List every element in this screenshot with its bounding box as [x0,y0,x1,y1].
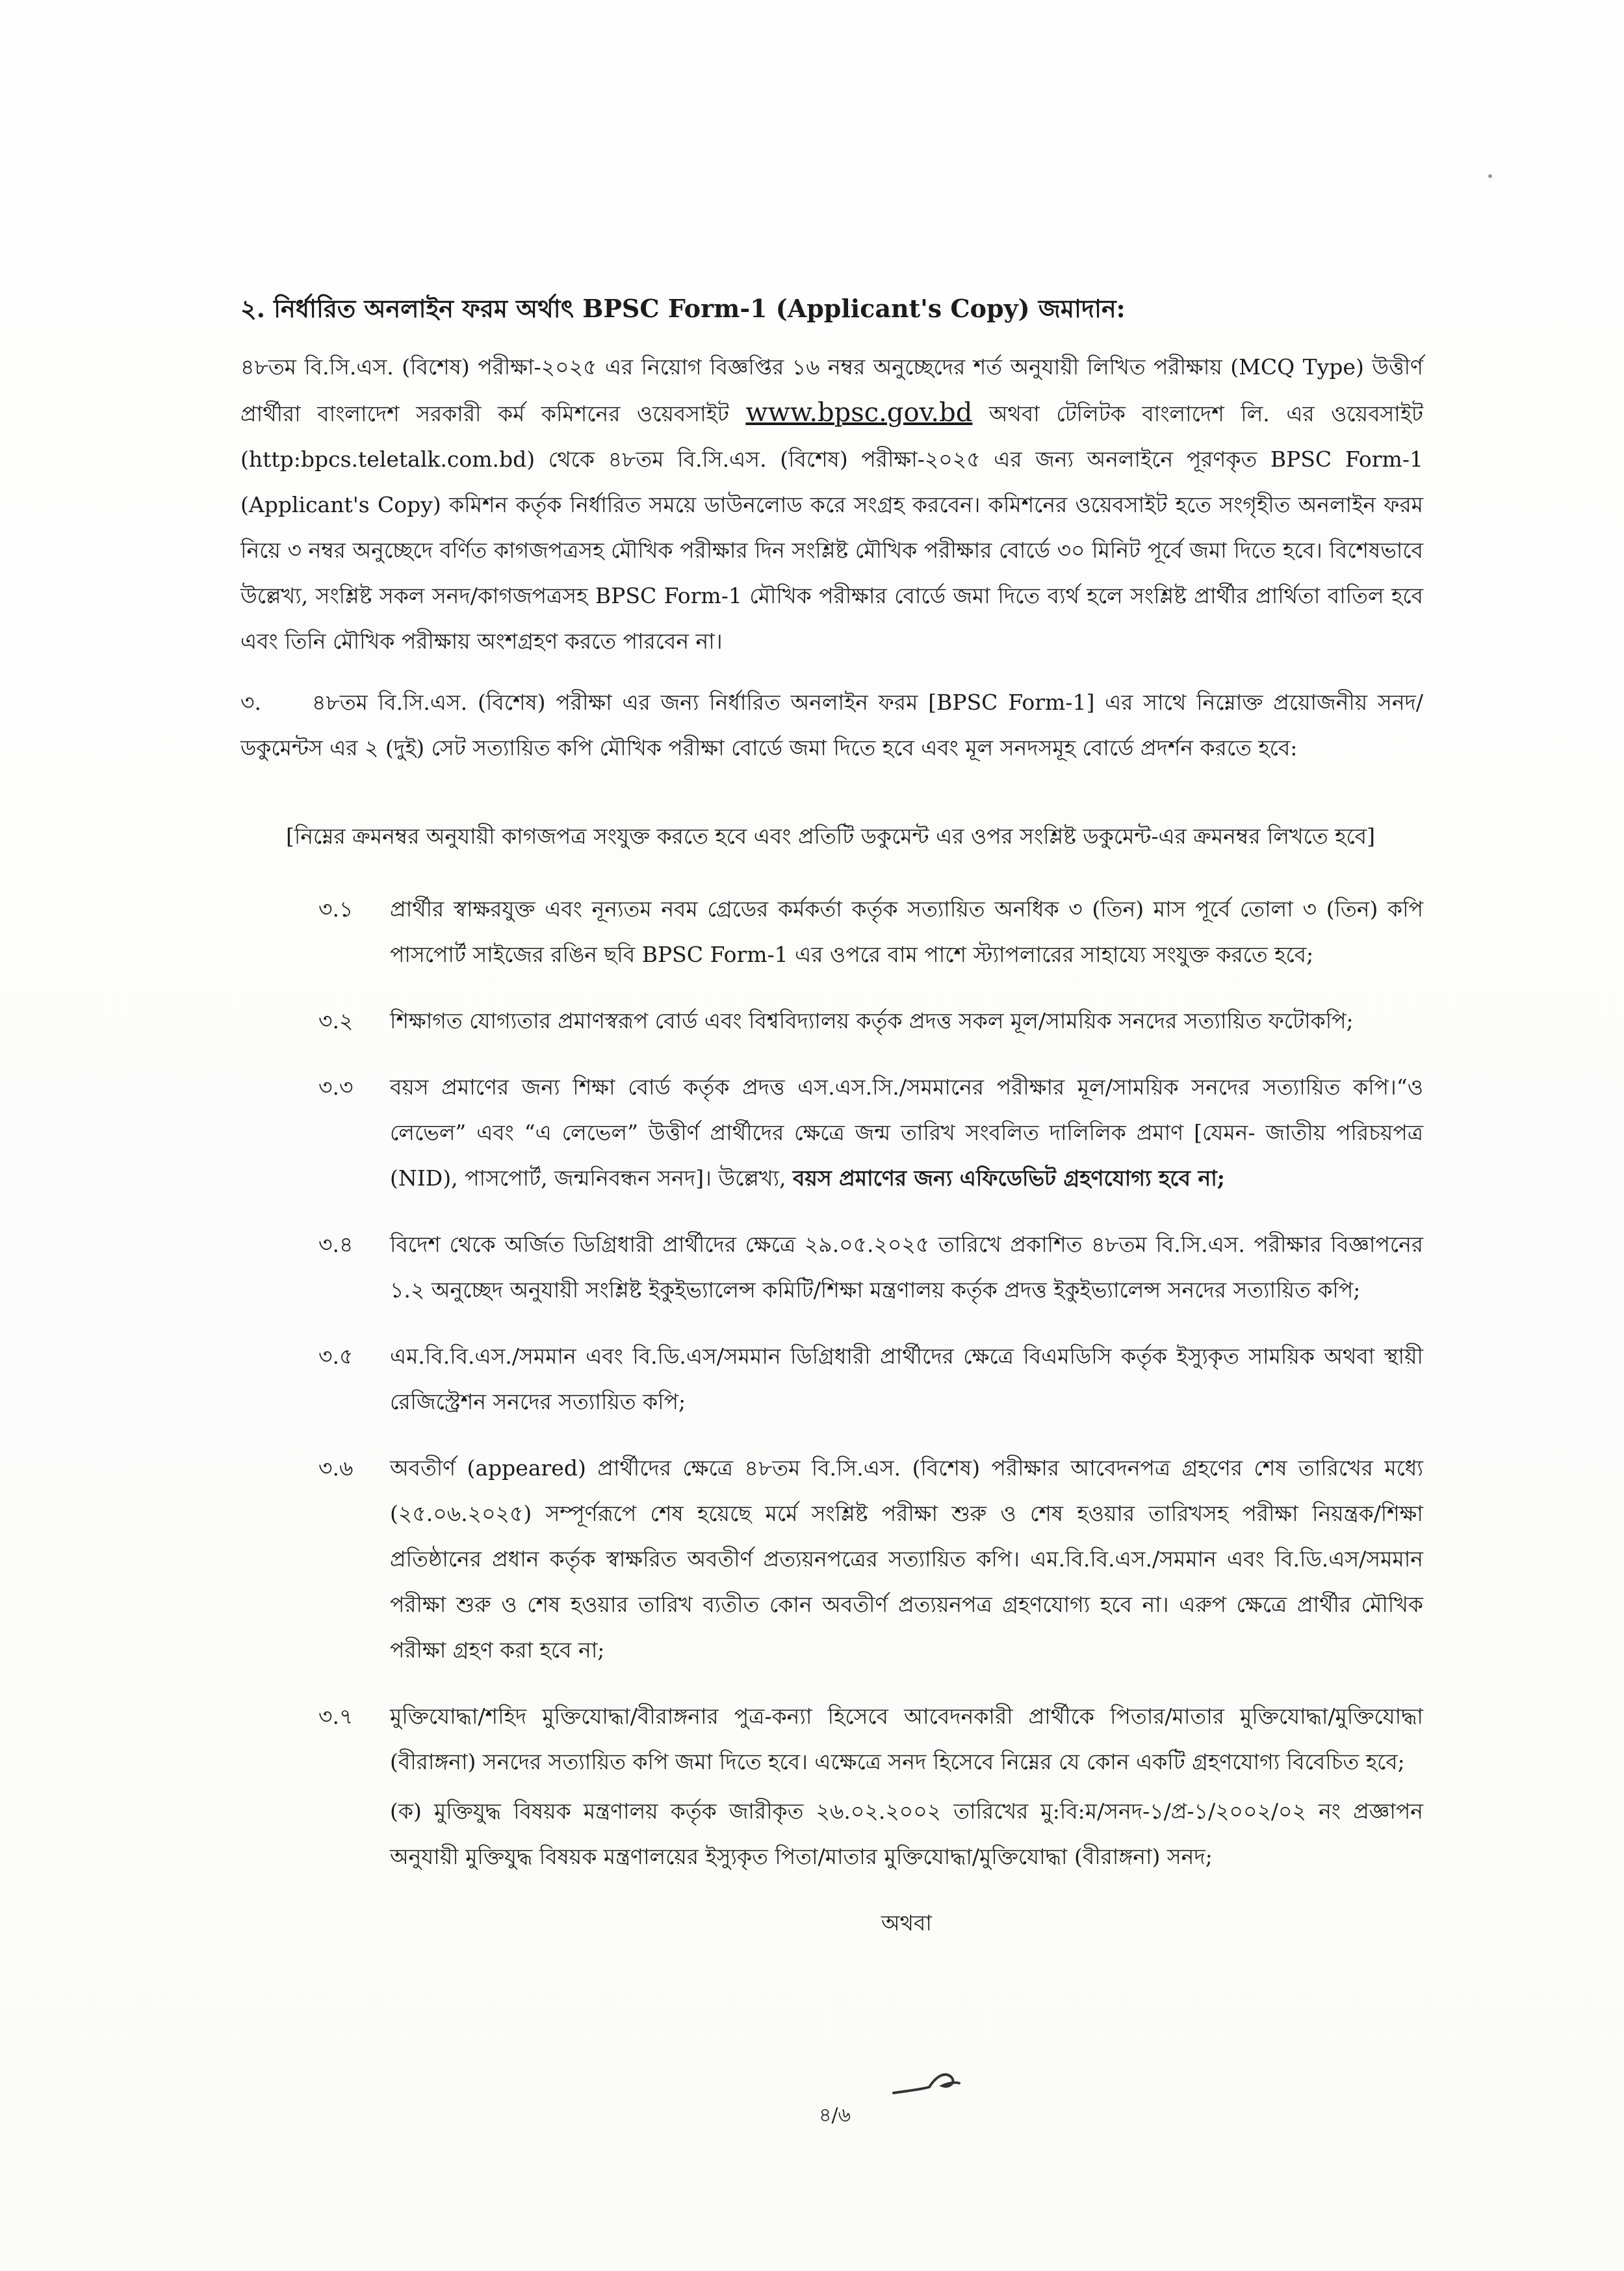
item-text: প্রার্থীর স্বাক্ষরযুক্ত এবং নূন্যতম নবম গ্রেডের কর্মকর্তা কর্তৃক সত্যায়িত অনধিক ৩ (তিন) মাস পূর্বে তোলা ৩ (তিন) কপি পাসপোর্ট সাইজের রঙিন ছবি BPSC Form-1 এর ওপরে বাম পাশে স্ট্যাপলারের সাহায্যে সংযুক্ত করতে হবে; [390,896,1423,967]
bpsc-website-link[interactable]: www.bpsc.gov.bd [745,398,973,428]
item-number: ৩.১ [318,896,354,922]
item-subclause: (ক) মুক্তিযুদ্ধ বিষয়ক মন্ত্রণালয় কর্তৃক জারীকৃত ২৬.০২.২০০২ তারিখের মু:বি:ম/সনদ-১/প্র-১/২০০২/০২ নং প্রজ্ঞাপন অনুযায়ী মুক্তিযুদ্ধ বিষয়ক মন্ত্রণালয়ের ইস্যুকৃত পিতা/মাতার মুক্তিযোদ্ধা/মুক্তিযোদ্ধা (বীরাঙ্গনা) সনদ; [390,1798,1423,1869]
item-text [390,1694,1423,1880]
list-item [240,998,1423,1044]
list-item [240,1694,1423,1880]
list-item [240,887,1423,978]
list-item [240,1222,1423,1313]
item-number: ৩.৩ [318,1074,354,1100]
section-3-note: [নিম্নের ক্রমনম্বর অনুযায়ী কাগজপত্র সংযুক্ত করতে হবে এবং প্রতিটি ডকুমেন্ট এর ওপর সংশ্লিষ্ট ডকুমেন্ট-এর ক্রমনম্বর লিখতে হবে] [286,824,1376,849]
item-text: শিক্ষাগত যোগ্যতার প্রমাণস্বরূপ বোর্ড এবং বিশ্ববিদ্যালয় কর্তৃক প্রদত্ত সকল মূল/সাময়িক সনদের সত্যায়িত ফটোকপি; [390,1008,1354,1033]
item-number: ৩.৪ [318,1232,354,1257]
item-text: এম.বি.বি.এস./সমমান এবং বি.ডি.এস/সমমান ডিগ্রিধারী প্রার্থীদের ক্ষেত্রে বিএমডিসি কর্তৃক ইস্যুকৃত সাময়িক অথবা স্থায়ী রেজিস্ট্রেশন সনদের সত্যায়িত কপি; [390,1343,1423,1414]
section-3-intro [240,680,1423,771]
list-item [240,1065,1423,1201]
item-number: ৩.৬ [318,1455,354,1481]
section-3-text: ৪৮তম বি.সি.এস. (বিশেষ) পরীক্ষা এর জন্য নির্ধারিত অনলাইন ফরম [BPSC Form-1] এর সাথে নিম্নোক্ত প্রয়োজনীয় সনদ/ডকুমেন্টস এর ২ (দুই) সেট সত্যায়িত কপি মৌখিক পরীক্ষা বোর্ডে জমা দিতে হবে এবং মূল সনদসমূহ বোর্ডে প্রদর্শন করতে হবে: [240,690,1423,760]
page-number: ৪/৬ [819,2104,851,2127]
item-text-main: বয়স প্রমাণের জন্য শিক্ষা বোর্ড কর্তৃক প্রদত্ত এস.এস.সি./সমমানের পরীক্ষার মূল/সাময়িক সনদের সত্যায়িত কপি।“ও লেভেল” এবং “এ লেভেল” উত্তীর্ণ প্রার্থীদের ক্ষেত্রে জন্ম তারিখ সংবলিত দালিলিক প্রমাণ [যেমন- জাতীয় পরিচয়পত্র (NID), পাসপোর্ট, জন্মনিবন্ধন সনদ]। উল্লেখ্য, [390,1074,1423,1191]
signature-mark [890,2064,962,2103]
item-number: ৩.৫ [318,1343,354,1369]
item-text-bold: বয়স প্রমাণের জন্য এফিডেভিট গ্রহণযোগ্য হবে না; [793,1165,1225,1191]
section-2-paragraph [240,344,1423,664]
item-text [390,1065,1423,1201]
list-item [240,1446,1423,1673]
section-2-heading: ২. নির্ধারিত অনলাইন ফরম অর্থাৎ BPSC Form-1 (Applicant's Copy) জমাদান: [240,294,1126,323]
document-body [240,286,1423,1946]
section-3-number: ৩. [240,690,261,715]
scan-speck [1488,174,1492,178]
item-number: ৩.২ [318,1008,354,1033]
item-text: বিদেশ থেকে অর্জিত ডিগ্রিধারী প্রার্থীদের ক্ষেত্রে ২৯.০৫.২০২৫ তারিখে প্রকাশিত ৪৮তম বি.সি.এস. পরীক্ষার বিজ্ঞাপনের ১.২ অনুচ্ছেদ অনুযায়ী সংশ্লিষ্ট ইকুইভ্যালেন্স কমিটি/শিক্ষা মন্ত্রণালয় কর্তৃক প্রদত্ত ইকুইভ্যালেন্স সনদের সত্যায়িত কপি; [390,1232,1423,1303]
list-item [240,1334,1423,1425]
section-2-text-part1: ৪৮তম বি.সি.এস. (বিশেষ) পরীক্ষা-২০২৫ এর নিয়োগ বিজ্ঞপ্তির ১৬ নম্বর অনুচ্ছেদের শর্ত অনুযায়ী লিখিত পরীক্ষায় (MCQ Type) উত্তীর্ণ প্রার্থীরা বাংলাদেশ সরকারী কর্ম কমিশনের ওয়েবসাইট [240,354,1423,426]
or-separator: অথবা [881,1910,932,1936]
item-text-main: মুক্তিযোদ্ধা/শহিদ মুক্তিযোদ্ধা/বীরাঙ্গনার পুত্র-কন্যা হিসেবে আবেদনকারী প্রার্থীকে পিতার/মাতার মুক্তিযোদ্ধা/মুক্তিযোদ্ধা (বীরাঙ্গনা) সনদের সত্যায়িত কপি জমা দিতে হবে। এক্ষেত্রে সনদ হিসেবে নিম্নের যে কোন একটি গ্রহণযোগ্য বিবেচিত হবে; [390,1704,1423,1774]
item-text: অবতীর্ণ (appeared) প্রার্থীদের ক্ষেত্রে ৪৮তম বি.সি.এস. (বিশেষ) পরীক্ষার আবেদনপত্র গ্রহণের শেষ তারিখের মধ্যে (২৫.০৬.২০২৫) সম্পূর্ণরূপে শেষ হয়েছে মর্মে সংশ্লিষ্ট পরীক্ষা শুরু ও শেষ হওয়ার তারিখসহ পরীক্ষা নিয়ন্ত্রক/শিক্ষা প্রতিষ্ঠানের প্রধান কর্তৃক স্বাক্ষরিত অবতীর্ণ প্রত্যয়নপত্রের সত্যায়িত কপি। এম.বি.বি.এস./সমমান এবং বি.ডি.এস/সমমান পরীক্ষা শুরু ও শেষ হওয়ার তারিখ ব্যতীত কোন অবতীর্ণ প্রত্যয়নপত্র গ্রহণযোগ্য হবে না। এরুপ ক্ষেত্রে প্রার্থীর মৌখিক পরীক্ষা গ্রহণ করা হবে না; [390,1455,1423,1663]
item-number: ৩.৭ [318,1704,354,1729]
section-2-text-part2: অথবা টেলিটক বাংলাদেশ লি. এর ওয়েবসাইট (http:bpcs.teletalk.com.bd) থেকে ৪৮তম বি.সি.এস. (বিশেষ) পরীক্ষা-২০২৫ এর জন্য অনলাইনে পূরণকৃত BPSC Form-1 (Applicant's Copy) কমিশন কর্তৃক নির্ধারিত সময়ে ডাউনলোড করে সংগ্রহ করবেন। কমিশনের ওয়েবসাইট হতে সংগৃহীত অনলাইন ফরম নিয়ে ৩ নম্বর অনুচ্ছেদে বর্ণিত কাগজপত্রসহ মৌখিক পরীক্ষার দিন সংশ্লিষ্ট মৌখিক পরীক্ষার বোর্ডে ৩০ মিনিট পূর্বে জমা দিতে হবে। বিশেষভাবে উল্লেখ্য, সংশ্লিষ্ট সকল সনদ/কাগজপত্রসহ BPSC Form-1 মৌখিক পরীক্ষার বোর্ডে জমা দিতে ব্যর্থ হলে সংশ্লিষ্ট প্রার্থীর প্রার্থিতা বাতিল হবে এবং তিনি মৌখিক পরীক্ষায় অংশগ্রহণ করতে পারবেন না। [240,401,1423,654]
